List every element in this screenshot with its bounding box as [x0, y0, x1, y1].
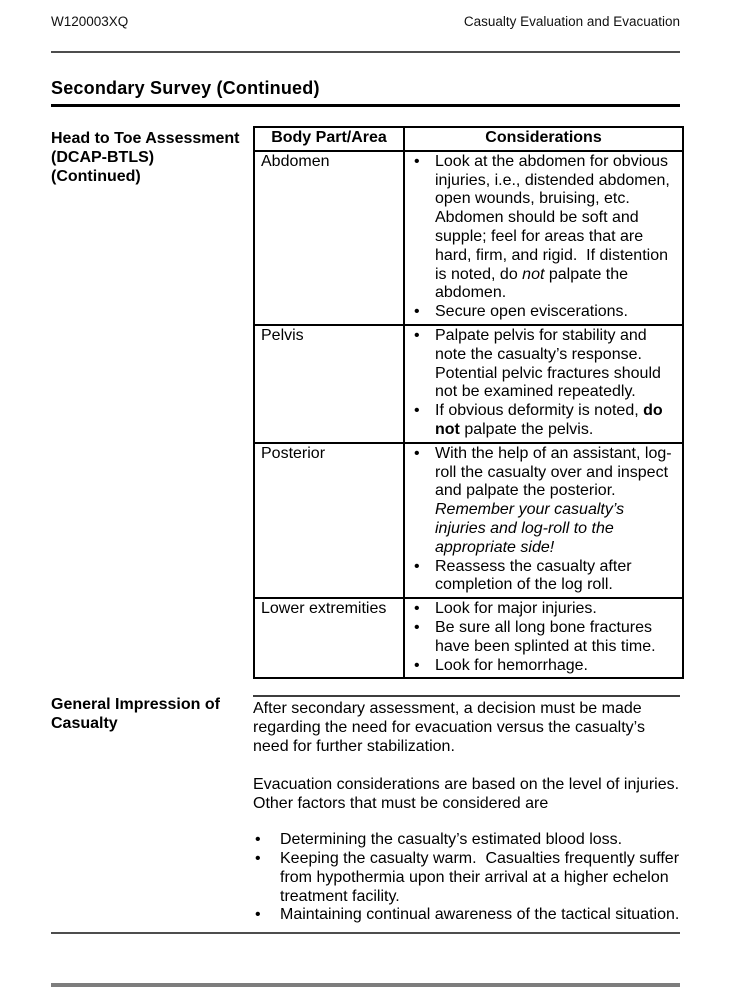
- body-part-cell: Pelvis: [254, 325, 404, 443]
- table-row: [254, 325, 683, 443]
- doc-id: W120003XQ: [51, 14, 129, 29]
- general-impression-section: [51, 695, 688, 925]
- text-run: Palpate pelvis for stability and note the casualty’s response. Potential pelvic fractures should not be examined repeatedly.: [435, 326, 666, 401]
- footer-rule-thick: [51, 983, 680, 987]
- general-impression-content: [253, 695, 688, 925]
- paragraph: After secondary assessment, a decision must be made regarding the need for evacuation versus the casualty’s need for further stabilization.: [253, 700, 650, 755]
- bullet-text: [280, 906, 680, 925]
- body-part-cell: Abdomen: [254, 151, 404, 325]
- bullet-item: [411, 402, 678, 440]
- bullet-item: [411, 445, 678, 558]
- bullet-icon: •: [414, 402, 420, 420]
- bullet-icon: •: [414, 600, 420, 618]
- text-run: not: [522, 265, 545, 283]
- assessment-label: Head to Toe Assessment (DCAP-BTLS) (Continued): [51, 130, 240, 185]
- page-header: [51, 0, 680, 30]
- bullet-icon: •: [414, 618, 420, 636]
- bullet-item: [411, 600, 678, 619]
- bullet-text: [435, 402, 678, 440]
- text-run: With the help of an assistant, log-roll the casualty over and inspect and palpate the posterior.: [435, 444, 673, 500]
- bullet-text: [435, 445, 678, 558]
- paragraph-list: [253, 700, 688, 813]
- bullet-icon: •: [414, 303, 420, 321]
- table-row: [254, 151, 683, 325]
- text-run: Reassess the casualty after completion of the log roll.: [435, 557, 636, 594]
- bullet-item: [253, 850, 684, 906]
- text-run: If obvious deformity is noted,: [435, 402, 644, 420]
- text-run: Look for major injuries.: [435, 600, 597, 618]
- text-run: Look for hemorrhage.: [435, 656, 588, 674]
- text-run: Keeping the casualty warm. Casualties frequently suffer from hypothermia upon their arrival at a higher echelon treatment facility.: [280, 850, 684, 905]
- section-title: Secondary Survey (Continued): [51, 78, 680, 107]
- text-run: Secure open eviscerations.: [435, 303, 628, 321]
- header-rule: [51, 51, 680, 53]
- bullet-list: [253, 831, 684, 925]
- bullet-text: [435, 619, 678, 657]
- text-run: Maintaining continual awareness of the tactical situation.: [280, 906, 680, 924]
- bullet-text: [280, 831, 680, 850]
- bullet-text: [435, 327, 678, 402]
- bullet-item: [411, 153, 678, 303]
- assessment-section: [51, 126, 680, 679]
- table-row: [254, 598, 683, 678]
- text-run: palpate the pelvis.: [459, 420, 594, 438]
- bullet-text: [435, 657, 678, 676]
- bullet-icon: •: [255, 850, 261, 868]
- body-part-cell: Lower extremities: [254, 598, 404, 678]
- bullet-text: [435, 303, 678, 322]
- considerations-cell: [404, 151, 683, 325]
- bullet-item: [253, 831, 680, 850]
- bullet-icon: •: [414, 152, 420, 170]
- bullet-text: [280, 850, 684, 906]
- body-part-cell: Posterior: [254, 443, 404, 598]
- considerations-cell: [404, 598, 683, 678]
- column-header-body-part: Body Part/Area: [254, 127, 404, 151]
- bullet-item: [411, 327, 678, 402]
- assessment-table: [253, 126, 684, 679]
- bullet-text: [435, 558, 678, 596]
- bullet-item: [411, 657, 678, 676]
- considerations-cell: [404, 443, 683, 598]
- text-run: Be sure all long bone fractures have been splinted at this time.: [435, 618, 657, 655]
- text-run: do not: [435, 402, 668, 438]
- text-run: Remember your casualty’s injuries and log-roll to the appropriate side!: [435, 501, 629, 556]
- assessment-table-body: [254, 151, 683, 679]
- bullet-icon: •: [255, 831, 261, 849]
- text-run: palpate the abdomen.: [435, 265, 633, 302]
- bullet-text: [435, 153, 678, 303]
- considerations-cell: [404, 325, 683, 443]
- bullet-item: [411, 558, 678, 596]
- bullet-item: [411, 619, 678, 657]
- bullet-text: [435, 600, 678, 619]
- doc-title: Casualty Evaluation and Evacuation: [463, 14, 680, 29]
- table-row: [254, 443, 683, 598]
- footer-rule-thin: [51, 932, 680, 934]
- bullet-icon: •: [255, 906, 261, 924]
- text-run: Look at the abdomen for obvious injuries, i.e., distended abdomen, open wounds, bruising, etc. Abdomen should be soft and supple; feel for areas that are hard, firm, and rigid. If distention is noted, do: [435, 152, 675, 283]
- table-header-row: [254, 127, 683, 151]
- text-run: Determining the casualty’s estimated blood loss.: [280, 831, 623, 849]
- bullet-icon: •: [414, 326, 420, 344]
- document-page: [51, 0, 688, 1000]
- bullet-icon: •: [414, 656, 420, 674]
- paragraph: Evacuation considerations are based on the level of injuries. Other factors that must be considered are: [253, 775, 688, 812]
- bullet-icon: •: [414, 444, 420, 462]
- bullet-item: [253, 906, 680, 925]
- bullet-icon: •: [414, 557, 420, 575]
- general-impression-label: General Impression of Casualty: [51, 696, 220, 733]
- bullet-item: [411, 303, 678, 322]
- column-header-considerations: Considerations: [404, 127, 683, 151]
